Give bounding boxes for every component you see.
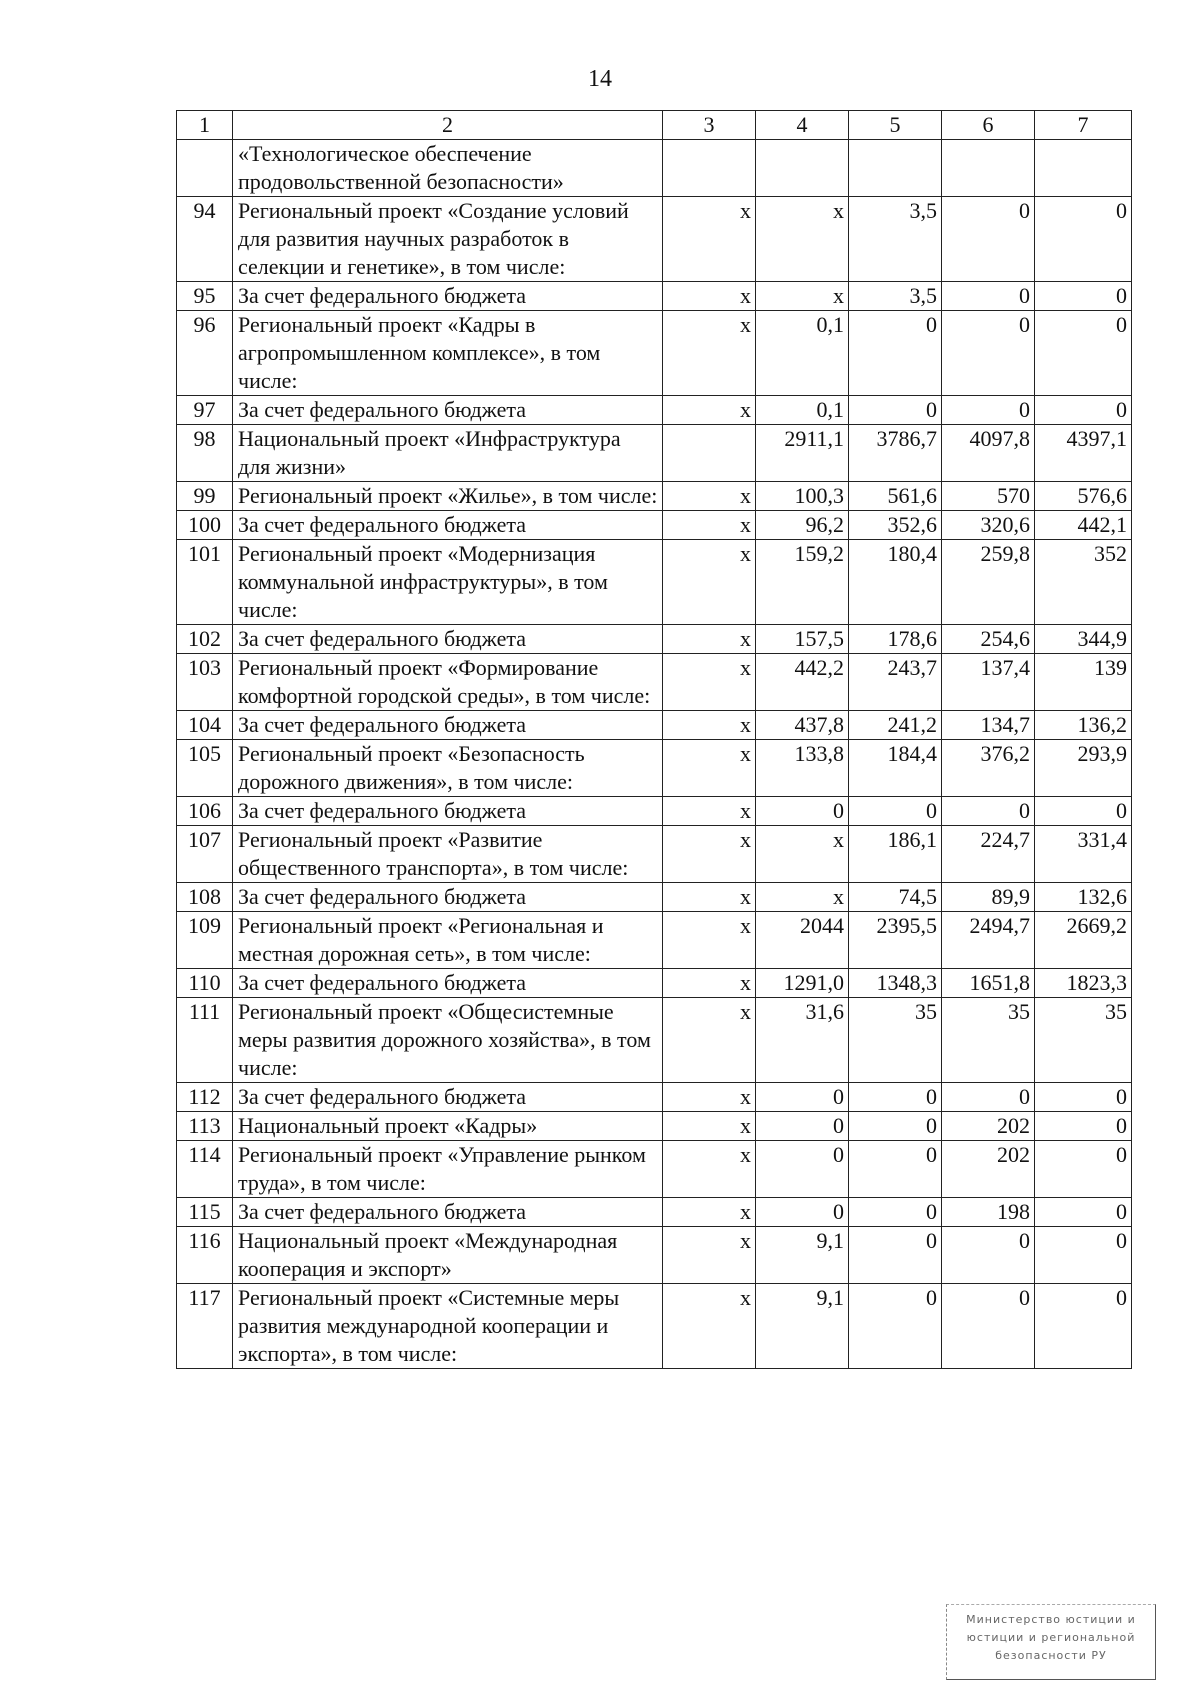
col7-value: 0 — [1035, 396, 1132, 425]
col3-value: x — [663, 282, 756, 311]
row-number: 106 — [177, 797, 233, 826]
table-row — [177, 197, 1132, 282]
table-row — [177, 826, 1132, 883]
header-cell: 6 — [942, 111, 1035, 140]
col7-value: 0 — [1035, 1227, 1132, 1284]
row-title: «Технологическое обеспечение продовольственной безопасности» — [233, 140, 663, 197]
col3-value: x — [663, 1083, 756, 1112]
col3-value: x — [663, 711, 756, 740]
col5-value: 35 — [849, 998, 942, 1083]
col6-value: 0 — [942, 1284, 1035, 1369]
col3-value: x — [663, 1284, 756, 1369]
col7-value: 352 — [1035, 540, 1132, 625]
col5-value: 178,6 — [849, 625, 942, 654]
table-row — [177, 425, 1132, 482]
row-number: 95 — [177, 282, 233, 311]
table-row — [177, 540, 1132, 625]
table-row — [177, 511, 1132, 540]
table-row — [177, 140, 1132, 197]
col4-value: 0 — [756, 1198, 849, 1227]
stamp-line: юстиции и региональной — [966, 1631, 1136, 1644]
col3-value: x — [663, 826, 756, 883]
col3-value: x — [663, 912, 756, 969]
table-row — [177, 482, 1132, 511]
table-row — [177, 740, 1132, 797]
watermark-stamp — [946, 1604, 1156, 1680]
col6-value: 376,2 — [942, 740, 1035, 797]
page-number: 14 — [588, 66, 612, 92]
row-title: Региональный проект «Жилье», в том числе: — [233, 482, 663, 511]
col7-value: 132,6 — [1035, 883, 1132, 912]
stamp-line: безопасности РУ — [995, 1649, 1107, 1662]
row-title: Региональный проект «Создание условий для развития научных разработок в селекции и генетике», в том числе: — [233, 197, 663, 282]
header-cell: 5 — [849, 111, 942, 140]
col5-value: 0 — [849, 396, 942, 425]
col4-value: 0,1 — [756, 311, 849, 396]
table-header-row — [177, 111, 1132, 140]
col5-value: 184,4 — [849, 740, 942, 797]
row-number: 97 — [177, 396, 233, 425]
row-title: Региональный проект «Формирование комфортной городской среды», в том числе: — [233, 654, 663, 711]
col7-value: 35 — [1035, 998, 1132, 1083]
header-cell: 3 — [663, 111, 756, 140]
col6-value: 0 — [942, 1083, 1035, 1112]
col6-value: 0 — [942, 311, 1035, 396]
table-row — [177, 1112, 1132, 1141]
row-number: 113 — [177, 1112, 233, 1141]
col5-value: 74,5 — [849, 883, 942, 912]
table-row — [177, 797, 1132, 826]
col4-value: 0 — [756, 797, 849, 826]
col5-value: 243,7 — [849, 654, 942, 711]
col5-value: 241,2 — [849, 711, 942, 740]
budget-table — [176, 110, 1132, 1369]
col6-value: 259,8 — [942, 540, 1035, 625]
col6-value: 0 — [942, 396, 1035, 425]
col7-value: 576,6 — [1035, 482, 1132, 511]
col4-value — [756, 140, 849, 197]
table-row — [177, 396, 1132, 425]
col3-value: x — [663, 883, 756, 912]
col4-value: 2044 — [756, 912, 849, 969]
col6-value: 202 — [942, 1141, 1035, 1198]
col6-value: 137,4 — [942, 654, 1035, 711]
col3-value: x — [663, 396, 756, 425]
table-row — [177, 1284, 1132, 1369]
col7-value: 331,4 — [1035, 826, 1132, 883]
col7-value: 344,9 — [1035, 625, 1132, 654]
col4-value: 0 — [756, 1112, 849, 1141]
col3-value: x — [663, 1198, 756, 1227]
col7-value: 0 — [1035, 797, 1132, 826]
table-row — [177, 1198, 1132, 1227]
col6-value — [942, 140, 1035, 197]
row-number: 115 — [177, 1198, 233, 1227]
col7-value: 139 — [1035, 654, 1132, 711]
row-number: 96 — [177, 311, 233, 396]
row-number: 98 — [177, 425, 233, 482]
row-title: За счет федерального бюджета — [233, 396, 663, 425]
row-title: Региональный проект «Модернизация коммунальной инфраструктуры», в том числе: — [233, 540, 663, 625]
table-row — [177, 711, 1132, 740]
row-number: 112 — [177, 1083, 233, 1112]
col5-value: 0 — [849, 1227, 942, 1284]
col3-value: x — [663, 482, 756, 511]
col7-value: 0 — [1035, 1284, 1132, 1369]
table-row — [177, 883, 1132, 912]
row-number: 116 — [177, 1227, 233, 1284]
row-number: 104 — [177, 711, 233, 740]
row-number: 99 — [177, 482, 233, 511]
table-row — [177, 311, 1132, 396]
col4-value: 159,2 — [756, 540, 849, 625]
col6-value: 35 — [942, 998, 1035, 1083]
row-title: За счет федерального бюджета — [233, 1083, 663, 1112]
col7-value: 0 — [1035, 1112, 1132, 1141]
col5-value: 0 — [849, 1141, 942, 1198]
col4-value: x — [756, 197, 849, 282]
col4-value: 442,2 — [756, 654, 849, 711]
header-cell: 7 — [1035, 111, 1132, 140]
col7-value: 0 — [1035, 1198, 1132, 1227]
col7-value: 0 — [1035, 1141, 1132, 1198]
row-title: За счет федерального бюджета — [233, 969, 663, 998]
row-title: Региональный проект «Безопасность дорожного движения», в том числе: — [233, 740, 663, 797]
col4-value: 96,2 — [756, 511, 849, 540]
row-title: За счет федерального бюджета — [233, 1198, 663, 1227]
col3-value: x — [663, 1112, 756, 1141]
row-title: За счет федерального бюджета — [233, 797, 663, 826]
col3-value: x — [663, 1141, 756, 1198]
col5-value: 0 — [849, 1284, 942, 1369]
col5-value: 3,5 — [849, 282, 942, 311]
col7-value: 0 — [1035, 1083, 1132, 1112]
col4-value: 437,8 — [756, 711, 849, 740]
row-number: 107 — [177, 826, 233, 883]
row-number: 108 — [177, 883, 233, 912]
col4-value: x — [756, 883, 849, 912]
col6-value: 202 — [942, 1112, 1035, 1141]
table-row — [177, 654, 1132, 711]
stamp-line: Министерство юстиции и — [966, 1613, 1136, 1626]
col6-value: 254,6 — [942, 625, 1035, 654]
col4-value: 2911,1 — [756, 425, 849, 482]
col3-value: x — [663, 654, 756, 711]
col7-value: 0 — [1035, 197, 1132, 282]
row-number: 103 — [177, 654, 233, 711]
col6-value: 0 — [942, 197, 1035, 282]
col4-value: 9,1 — [756, 1284, 849, 1369]
col3-value: x — [663, 311, 756, 396]
col7-value: 136,2 — [1035, 711, 1132, 740]
table-row — [177, 1227, 1132, 1284]
col7-value — [1035, 140, 1132, 197]
table-row — [177, 969, 1132, 998]
col5-value: 0 — [849, 1112, 942, 1141]
col4-value: 1291,0 — [756, 969, 849, 998]
col3-value: x — [663, 540, 756, 625]
col5-value: 0 — [849, 1198, 942, 1227]
row-title: Региональный проект «Развитие общественного транспорта», в том числе: — [233, 826, 663, 883]
table-row — [177, 998, 1132, 1083]
col4-value: x — [756, 826, 849, 883]
row-title: Региональный проект «Управление рынком труда», в том числе: — [233, 1141, 663, 1198]
row-title: Региональный проект «Кадры в агропромышленном комплексе», в том числе: — [233, 311, 663, 396]
col3-value: x — [663, 998, 756, 1083]
col4-value: 0 — [756, 1141, 849, 1198]
table-row — [177, 625, 1132, 654]
col4-value: 157,5 — [756, 625, 849, 654]
table-row — [177, 912, 1132, 969]
col5-value: 180,4 — [849, 540, 942, 625]
table-row — [177, 1083, 1132, 1112]
col6-value: 570 — [942, 482, 1035, 511]
col3-value: x — [663, 197, 756, 282]
col4-value: 9,1 — [756, 1227, 849, 1284]
header-cell: 2 — [233, 111, 663, 140]
col6-value: 0 — [942, 1227, 1035, 1284]
table-row — [177, 1141, 1132, 1198]
row-number: 102 — [177, 625, 233, 654]
col3-value: x — [663, 625, 756, 654]
row-number: 101 — [177, 540, 233, 625]
col7-value: 1823,3 — [1035, 969, 1132, 998]
header-cell: 4 — [756, 111, 849, 140]
row-title: За счет федерального бюджета — [233, 711, 663, 740]
row-number: 94 — [177, 197, 233, 282]
col5-value — [849, 140, 942, 197]
col7-value: 293,9 — [1035, 740, 1132, 797]
row-number: 114 — [177, 1141, 233, 1198]
col6-value: 89,9 — [942, 883, 1035, 912]
row-number: 100 — [177, 511, 233, 540]
row-number — [177, 140, 233, 197]
row-number: 105 — [177, 740, 233, 797]
col3-value — [663, 425, 756, 482]
col3-value: x — [663, 797, 756, 826]
row-number: 109 — [177, 912, 233, 969]
col5-value: 561,6 — [849, 482, 942, 511]
row-title: За счет федерального бюджета — [233, 282, 663, 311]
col3-value — [663, 140, 756, 197]
row-title: Национальный проект «Международная кооперация и экспорт» — [233, 1227, 663, 1284]
col6-value: 224,7 — [942, 826, 1035, 883]
col3-value: x — [663, 1227, 756, 1284]
table-row — [177, 282, 1132, 311]
row-number: 110 — [177, 969, 233, 998]
col4-value: 31,6 — [756, 998, 849, 1083]
col4-value: 133,8 — [756, 740, 849, 797]
row-title: Региональный проект «Системные меры развития международной кооперации и экспорта», в том числе: — [233, 1284, 663, 1369]
row-title: Национальный проект «Инфраструктура для жизни» — [233, 425, 663, 482]
col5-value: 1348,3 — [849, 969, 942, 998]
col6-value: 1651,8 — [942, 969, 1035, 998]
row-title: Региональный проект «Региональная и местная дорожная сеть», в том числе: — [233, 912, 663, 969]
col6-value: 198 — [942, 1198, 1035, 1227]
row-title: За счет федерального бюджета — [233, 625, 663, 654]
col4-value: 100,3 — [756, 482, 849, 511]
col7-value: 442,1 — [1035, 511, 1132, 540]
col3-value: x — [663, 740, 756, 797]
col5-value: 352,6 — [849, 511, 942, 540]
col3-value: x — [663, 511, 756, 540]
col6-value: 2494,7 — [942, 912, 1035, 969]
row-number: 117 — [177, 1284, 233, 1369]
col4-value: 0 — [756, 1083, 849, 1112]
col7-value: 4397,1 — [1035, 425, 1132, 482]
col5-value: 0 — [849, 797, 942, 826]
row-title: За счет федерального бюджета — [233, 511, 663, 540]
row-title: Национальный проект «Кадры» — [233, 1112, 663, 1141]
col6-value: 320,6 — [942, 511, 1035, 540]
col7-value: 0 — [1035, 282, 1132, 311]
col3-value: x — [663, 969, 756, 998]
col6-value: 4097,8 — [942, 425, 1035, 482]
col5-value: 3786,7 — [849, 425, 942, 482]
row-title: Региональный проект «Общесистемные меры развития дорожного хозяйства», в том числе: — [233, 998, 663, 1083]
col4-value: x — [756, 282, 849, 311]
row-number: 111 — [177, 998, 233, 1083]
col5-value: 0 — [849, 311, 942, 396]
col6-value: 134,7 — [942, 711, 1035, 740]
col6-value: 0 — [942, 282, 1035, 311]
col5-value: 186,1 — [849, 826, 942, 883]
col5-value: 3,5 — [849, 197, 942, 282]
col5-value: 0 — [849, 1083, 942, 1112]
col7-value: 0 — [1035, 311, 1132, 396]
col6-value: 0 — [942, 797, 1035, 826]
col4-value: 0,1 — [756, 396, 849, 425]
row-title: За счет федерального бюджета — [233, 883, 663, 912]
col5-value: 2395,5 — [849, 912, 942, 969]
col7-value: 2669,2 — [1035, 912, 1132, 969]
header-cell: 1 — [177, 111, 233, 140]
